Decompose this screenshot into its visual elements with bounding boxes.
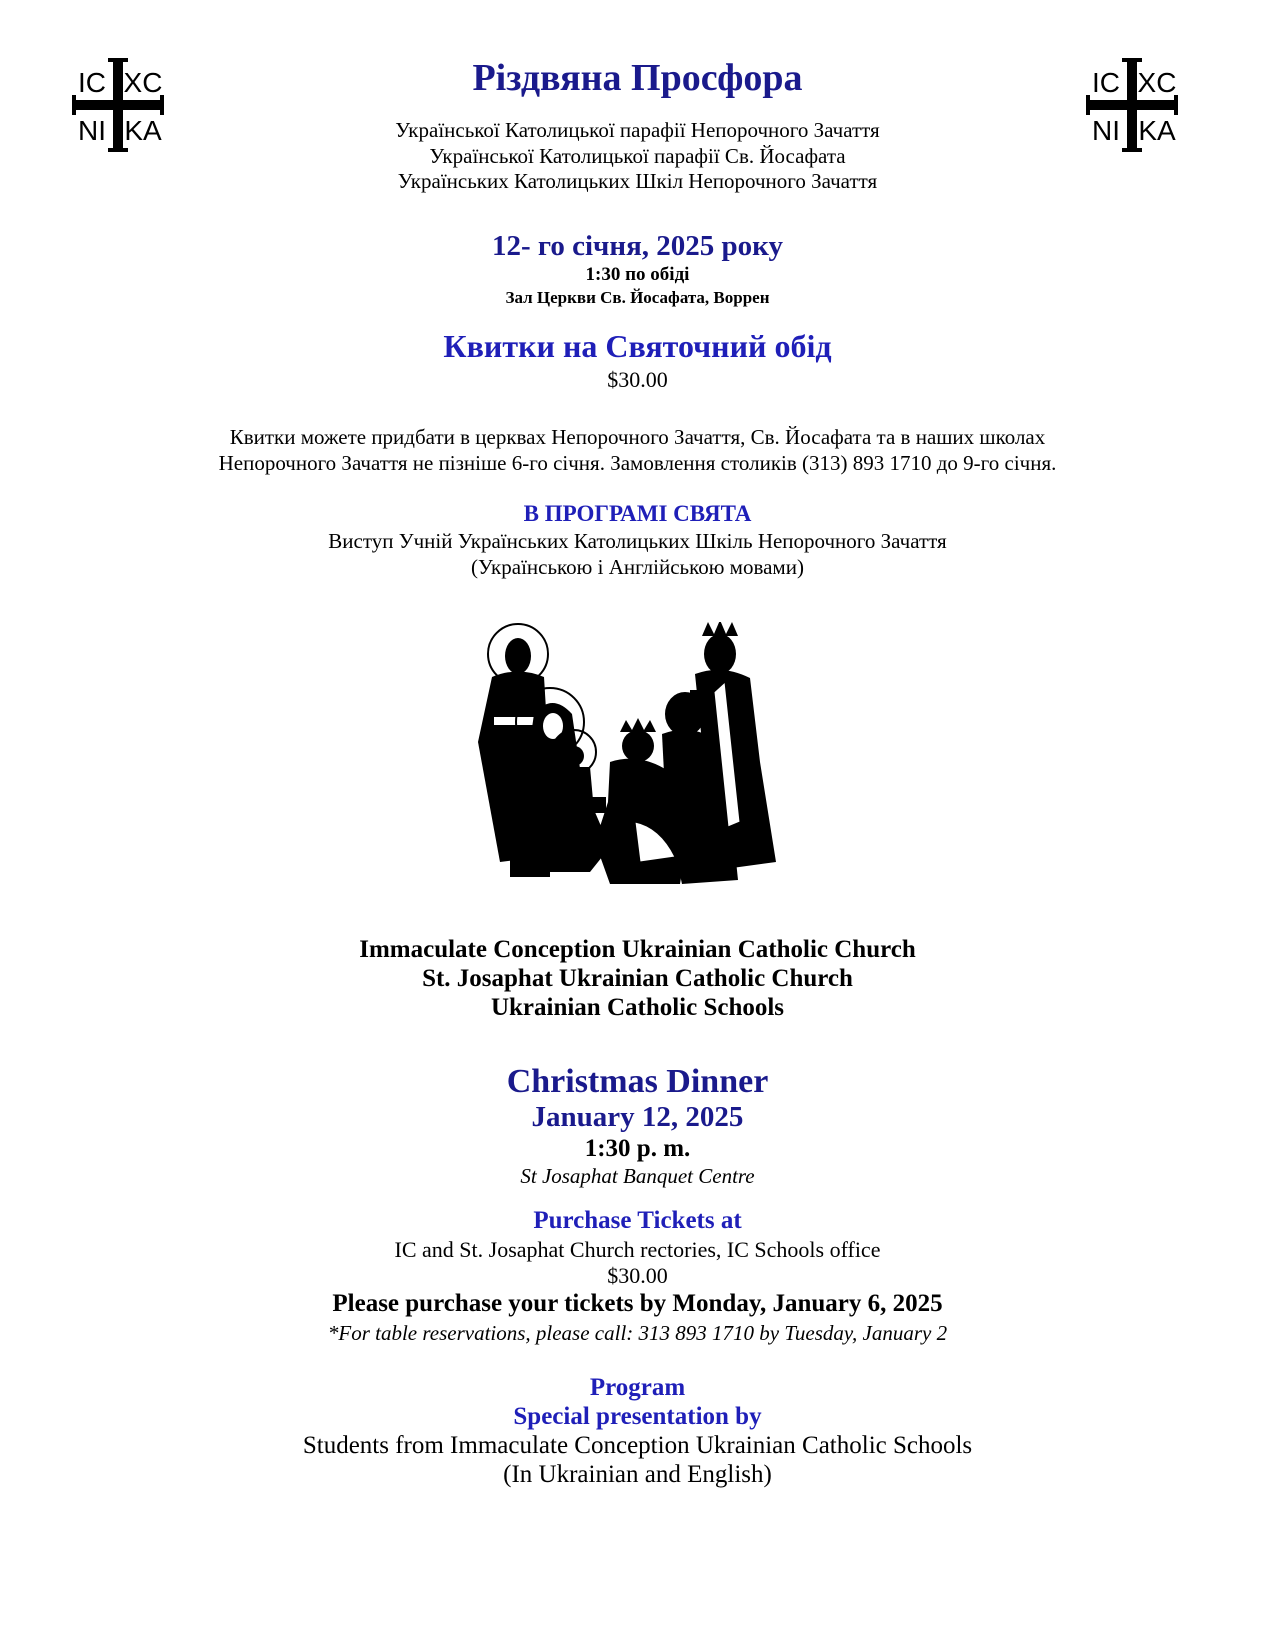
ukrainian-program-heading: В ПРОГРАМІ СВЯТА [523,501,752,526]
english-deadline: Please purchase your tickets by Monday, January 6, 2025 [332,1290,943,1317]
english-purchase-heading: Purchase Tickets at [533,1207,742,1234]
ukrainian-host-3: Українських Католицьких Шкіл Непорочного Зачаття [397,169,878,193]
english-host-3: Ukrainian Catholic Schools [490,994,785,1021]
ukrainian-price: $30.00 [607,367,668,392]
english-price: $30.00 [607,1263,668,1288]
ukrainian-host-2: Української Католицької парафії Св. Йосафата [429,144,846,168]
english-date: January 12, 2025 [531,1101,744,1133]
logo-right-ka: KA [1138,115,1176,146]
logo-right-ic: IC [1092,67,1120,98]
ukrainian-title: Різдвяна Просфора [472,57,803,99]
english-program-heading: Program [589,1374,686,1401]
english-purchase-where: IC and St. Josaphat Church rectories, IC Schools office [394,1237,881,1262]
nativity-silhouette-illustration [470,622,810,922]
ukrainian-program-line-1: Виступ Учній Українських Католицьких Шкіль Непорочного Зачаття [328,529,947,553]
english-time: 1:30 p. m. [584,1135,691,1162]
english-program-line-2: (In Ukrainian and English) [503,1461,772,1488]
ukrainian-host-1: Української Католицької парафії Непорочного Зачаття [395,118,880,142]
logo-left-ni: NI [78,115,106,146]
logo-left-ka: KA [124,115,162,146]
ukrainian-time: 1:30 по обіді [585,264,690,285]
english-host-2: St. Josaphat Ukrainian Catholic Church [422,965,853,992]
logo-right-xc: XC [1137,67,1177,98]
ukrainian-purchase-info-1: Квитки можете придбати в церквах Непорочного Зачаття, Св. Йосафата та в наших школах [229,425,1046,449]
ukrainian-tickets-heading: Квитки на Святочний обід [443,328,832,364]
english-host-1: Immaculate Conception Ukrainian Catholic Church [359,936,916,963]
english-title: Christmas Dinner [506,1063,769,1100]
ukrainian-venue: Зал Церкви Св. Йосафата, Воррен [505,288,770,307]
logo-left-ic: IC [78,67,106,98]
ukrainian-purchase-info-2: Непорочного Зачаття не пізніше 6-го січня. Замовлення столиків (313) 893 1710 до 9-го січня. [218,451,1057,475]
english-program-line-1: Students from Immaculate Conception Ukrainian Catholic Schools [302,1432,973,1459]
english-venue: St Josaphat Banquet Centre [520,1164,755,1188]
english-reservation-note: *For table reservations, please call: 313 893 1710 by Tuesday, January 2 [327,1321,948,1345]
english-program-subheading: Special presentation by [513,1403,762,1430]
logo-right-ni: NI [1092,115,1120,146]
ukrainian-date: 12- го січня, 2025 року [492,230,783,262]
ukrainian-program-line-2: (Українською і Англійською мовами) [471,555,804,579]
logo-left-xc: XC [123,67,163,98]
